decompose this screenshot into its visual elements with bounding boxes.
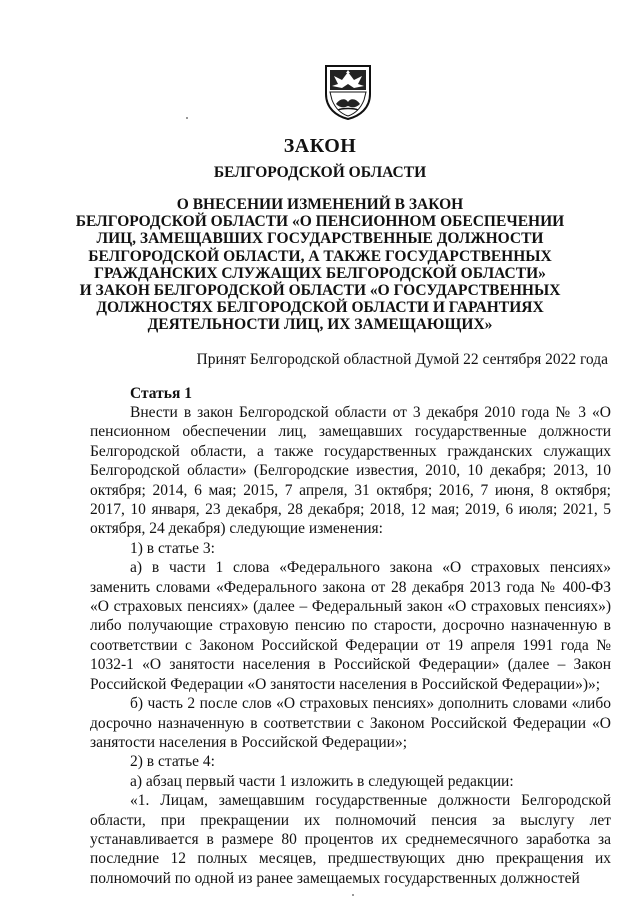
law-subject-title — [0, 196, 640, 334]
subject-line: ДЕЯТЕЛЬНОСТИ ЛИЦ, ИХ ЗАМЕЩАЮЩИХ» — [147, 316, 493, 334]
article-paragraph: а) в части 1 слова «Федерального закона «О страховых пенсиях» заменить словами «Федерального закона от 28 декабря 2013 года № 400-ФЗ «О страховых пенсиях» (далее – Федеральный закон «О страховых пенсиях») либо получающие страховую пенсию по старости, досрочно назначенную в соответствии с Законом Российской Федерации от 19 апреля 1991 года № 1032-1 «О занятости населения в Российской Федерации» (далее – Закон Российской Федерации «О занятости населения в Российской Федерации»)»; — [90, 559, 611, 693]
article-body — [90, 403, 611, 888]
subject-line: БЕЛГОРОДСКОЙ ОБЛАСТИ, А ТАКЖЕ ГОСУДАРСТВЕННЫХ — [88, 247, 552, 265]
subject-line: БЕЛГОРОДСКОЙ ОБЛАСТИ «О ПЕНСИОННОМ ОБЕСПЕЧЕНИИ — [75, 213, 565, 231]
article-paragraph: 1) в статье 3: — [130, 539, 215, 557]
subject-line: ДОЛЖНОСТЯХ БЕЛГОРОДСКОЙ ОБЛАСТИ И ГАРАНТИЯХ — [96, 299, 544, 317]
article-paragraph: «1. Лицам, замещавшим государственные должности Белгородской области, при прекращении их полномочий пенсия за выслугу лет устанавливается в размере 80 процентов их среднемесячного заработка за последние 12 полных месяцев, предшествующих дню прекращения их полномочий по одной из ранее замещаемых государственных должностей — [90, 792, 611, 887]
subject-line: ЛИЦ, ЗАМЕЩАВШИХ ГОСУДАРСТВЕННЫЕ ДОЛЖНОСТИ — [96, 230, 544, 248]
subject-line: О ВНЕСЕНИИ ИЗМЕНЕНИЙ В ЗАКОН — [176, 196, 464, 213]
region-name: БЕЛГОРОДСКОЙ ОБЛАСТИ — [213, 164, 427, 181]
belgorod-coat-of-arms-icon — [324, 64, 372, 120]
document-type: ЗАКОН — [283, 135, 357, 157]
adoption-note: Принят Белгородской областной Думой 22 сентября 2022 года — [196, 351, 608, 368]
article-paragraph: Внести в закон Белгородской области от 3 декабря 2010 года № 3 «О пенсионном обеспечении лиц, замещавших государственные должности Белгородской области, а также государственных гражданских служащих Белгородской области» (Белгородские известия, 2010, 10 декабря; 2013, 10 октября; 2014, 6 мая; 2015, 7 апреля, 31 октября; 2016, 7 июня, 8 октября; 2017, 10 января, 23 декабря, 28 декабря; 2018, 12 мая; 2019, 6 июля; 2021, 5 октября, 24 декабря) следующие изменения: — [90, 404, 611, 538]
subject-line: И ЗАКОН БЕЛГОРОДСКОЙ ОБЛАСТИ «О ГОСУДАРСТВЕННЫХ — [79, 282, 561, 300]
article-paragraph: 2) в статье 4: — [130, 753, 215, 771]
article-paragraph: а) абзац первый части 1 изложить в следующей редакции: — [130, 772, 514, 790]
article-heading: Статья 1 — [130, 385, 192, 402]
subject-line: ГРАЖДАНСКИХ СЛУЖАЩИХ БЕЛГОРОДСКОЙ ОБЛАСТИ» — [94, 264, 546, 282]
article-paragraph: б) часть 2 после слов «О страховых пенсиях» дополнить словами «либо досрочно назначенную в соответствии с Законом Российской Федерации «О занятости населения в Российской Федерации»; — [90, 695, 611, 751]
